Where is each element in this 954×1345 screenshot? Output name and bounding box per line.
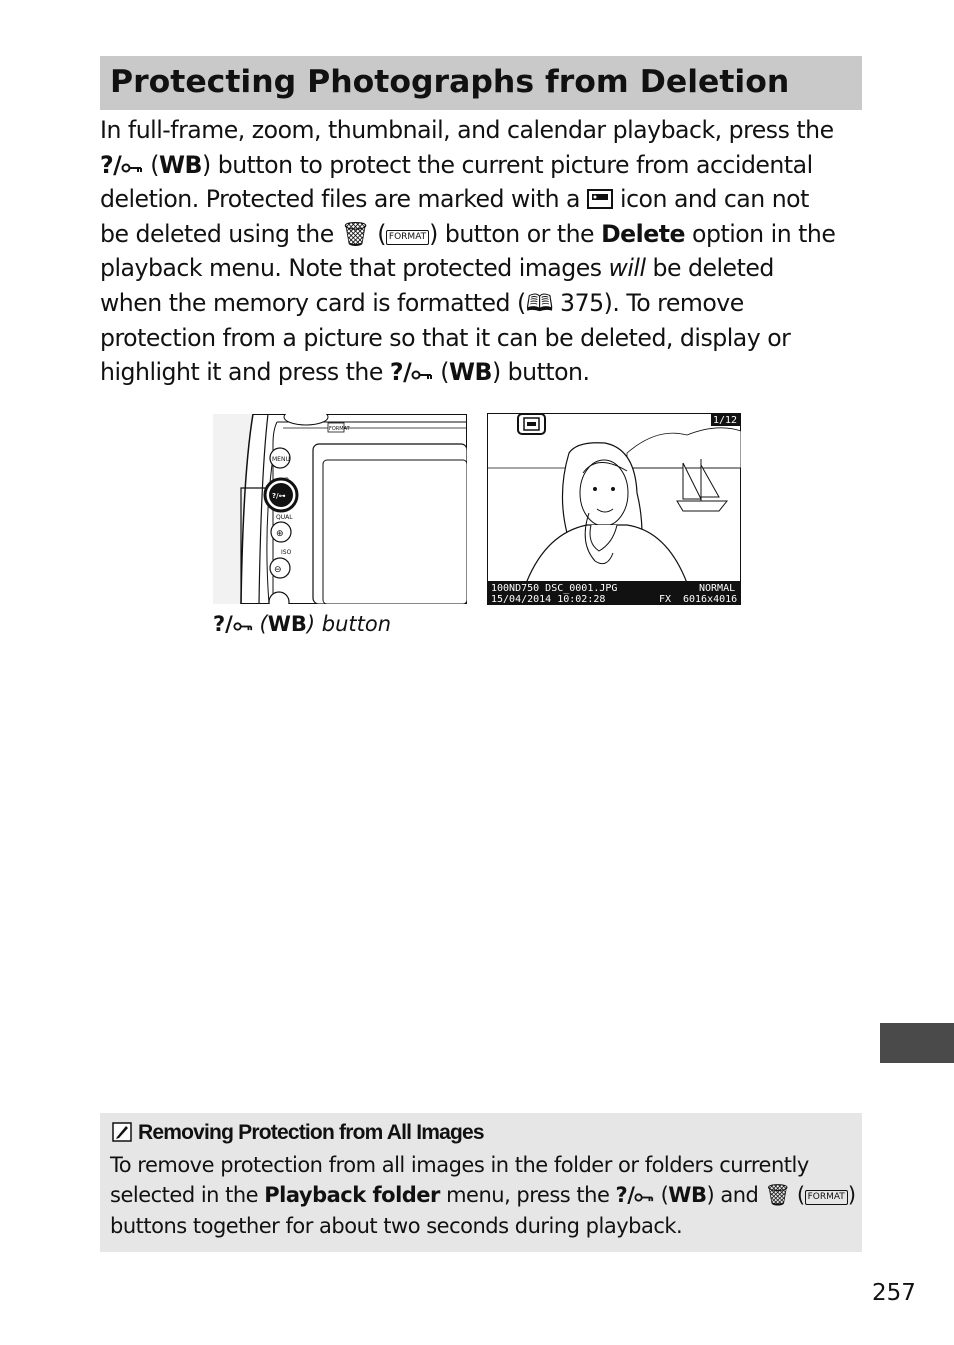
svg-text:⊖: ⊖ [274,565,282,575]
format-icon: FORMAT [805,1190,848,1205]
text: ) [847,1183,856,1208]
text: when the memory card is formatted ( [100,288,526,317]
menu-label: MENU [272,456,290,463]
text: ) button to protect the current picture from accidental [202,150,813,179]
paragraph-line [100,182,870,217]
section-tab [880,1023,954,1063]
page-title: Protecting Photographs from Deletion [110,64,790,100]
key-icon [634,1191,654,1204]
text: In full-frame, zoom, thumbnail, and calendar playback, press the [100,116,834,144]
text: buttons together for about two seconds during playback. [110,1213,683,1238]
note-box [100,1113,862,1252]
note-title: Removing Protection from All Images [138,1121,484,1144]
paragraph-line [100,321,870,356]
qual-label: QUAL [276,514,293,521]
text: deletion. Protected files are marked with a [100,185,588,214]
book-icon: 🕮 [525,288,554,317]
page-reference: 375 [553,288,604,317]
text: ) and [706,1183,765,1208]
page-number: 257 [872,1280,916,1306]
figure-caption [213,610,391,638]
trash-icon: 🗑 [764,1183,791,1208]
playback-photo-illustration [487,413,741,605]
trash-icon: 🗑 [340,219,371,248]
text: option in the [685,219,836,248]
text: protection from a picture so that it can be deleted, display or [100,323,791,352]
note-body [110,1150,860,1241]
title-bar [100,56,862,110]
text: icon and can not [613,185,809,214]
delete-option-label: Delete [601,219,686,248]
wb-label: WB [159,150,203,179]
info-datetime: 15/04/2014 10:02:28 [491,594,606,605]
camera-back-drawing [213,414,467,604]
text: ) button [306,612,392,636]
wb-label: WB [448,358,492,387]
text: be deleted using the [100,219,341,248]
text: ( [790,1183,805,1208]
text: ( [143,150,160,179]
pencil-note-icon [112,1122,132,1142]
help-protect-symbol: ?/ [389,358,412,387]
info-quality: NORMAL [699,583,736,594]
emphasis: will [608,254,646,283]
text: ) button. [491,358,590,387]
wb-label: WB [267,612,307,636]
key-icon [411,368,433,382]
note-line [110,1180,860,1210]
help-protect-symbol: ?/ [213,612,233,636]
text: ( [370,219,386,248]
camera-back-illustration [213,414,467,604]
key-icon [233,620,253,633]
format-label: FORMAT [329,426,350,432]
text: ( [252,612,268,636]
help-protect-symbol: ?/ [100,150,122,179]
info-folder-file: 100ND750 DSC_0001.JPG [491,583,618,594]
frame-counter: 1/12 [713,415,738,426]
paragraph-line [100,251,870,286]
text: ( [433,358,449,387]
paragraph-line [100,355,870,390]
paragraph-line [100,113,870,148]
text: highlight it and press the [100,358,390,387]
iso-label: ISO [281,549,292,556]
paragraph-line [100,148,870,183]
text: menu, press the [439,1183,616,1208]
paragraph-line [100,217,870,252]
note-heading [112,1119,484,1147]
text: playback menu. Note that protected images [100,254,609,283]
info-size: 6016x4016 [683,594,738,605]
key-icon [121,161,143,175]
text: To remove protection from all images in the folder or folders currently [110,1153,809,1177]
note-line [110,1150,860,1180]
protect-badge-icon [587,189,613,209]
info-fx: FX [659,594,672,605]
note-line [110,1211,860,1241]
body-paragraph [100,113,870,390]
text: ). To remove [603,288,744,317]
format-icon: FORMAT [386,230,429,245]
text: ( [654,1183,669,1208]
text: ) button or the [429,219,602,248]
playback-folder-label: Playback folder [264,1183,440,1208]
wb-label: WB [668,1183,707,1208]
help-protect-symbol: ?/ [615,1183,635,1208]
playback-photo-drawing [487,413,741,605]
text: be deleted [645,254,774,283]
text: selected in the [110,1183,265,1208]
svg-text:⊕: ⊕ [276,529,284,539]
paragraph-line [100,286,870,321]
svg-text:?/⊶: ?/⊶ [272,492,286,500]
